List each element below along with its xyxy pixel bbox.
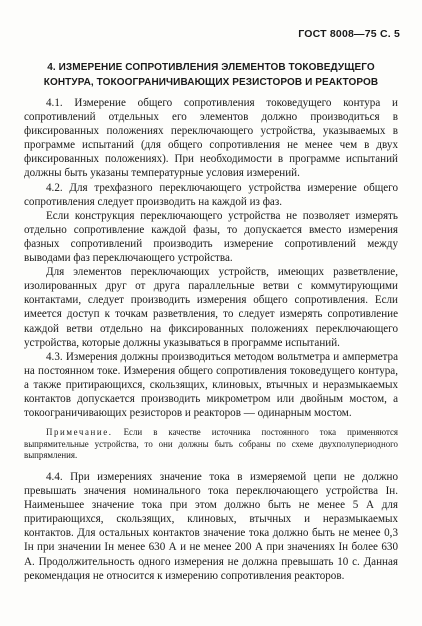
paragraph-4-4: 4.4. При измерениях значение тока в измеряемой цепи не должно превышать значения номинального тока переключающего устройства Iн. Наименьшее значение тока при этом должно быть не менее 5 А для притирающихся, скользящих, клиновых, втычных и неразмыкаемых контактов. Для остальных контактов значение тока должно быть не менее 0,3 Iн при значении Iн менее 630 А и не менее 200 А при значениях Iн более 630 А. Продолжительность одного измерения не должна превышать 10 с. Данная рекомендация не относится к измерению сопротивления реакторов.	[24, 470, 398, 582]
paragraph-4-2-branches: Для элементов переключающих устройств, имеющих разветвление, изолированных друг от друга параллельные ветви с коммутирующими контактами, следует производить измерения общего сопротивления. Если имеется доступ к точкам разветвления, то следует измерять сопротивление каждой ветви отдельно на фиксированных положениях переключающего устройства, которые должны указываться в программе испытаний.	[24, 266, 398, 349]
document-body	[24, 96, 398, 583]
paragraph-4-2-continued: Если конструкция переключающего устройства не позволяет измерять отдельно сопротивление каждой фазы, то допускается вместо измерения фазных сопротивлений производить измерение сопротивлений между выводами фаз переключающего устройства.	[24, 209, 398, 265]
page-header: ГОСТ 8008—75 С. 5	[298, 28, 400, 40]
note-label: Примечание.	[46, 427, 113, 438]
paragraph-4-2: 4.2. Для трехфазного переключающего устройства измерение общего сопротивления следует производить на каждой из фаз.	[24, 181, 398, 208]
section-title-line-2: КОНТУРА, ТОКООГРАНИЧИВАЮЩИХ РЕЗИСТОРОВ И РЕАКТОРОВ	[43, 77, 379, 88]
paragraph-4-1: 4.1. Измерение общего сопротивления токоведущего контура и сопротивлений отдельных его элементов должно производиться в фиксированных положениях переключающего устройства, указываемых в программе испытаний (для общего сопротивления не менее чем в двух фиксированных положениях). При необходимости в программе испытаний должны быть указаны температурные условия измерений.	[24, 97, 398, 180]
section-title-line-1: 4. ИЗМЕРЕНИЕ СОПРОТИВЛЕНИЯ ЭЛЕМЕНТОВ ТОКОВЕДУЩЕГО	[47, 62, 375, 73]
paragraph-4-3: 4.3. Измерения должны производиться методом вольтметра и амперметра на постоянном токе. Измерения общего сопротивления токоведущего контура, а также притирающихся, скользящих, клиновых, втычных и неразмыкаемых контактов допускается производить микрометром или двойным мостом, а токоограничивающих резисторов и реакторов — одинарным мостом.	[24, 350, 398, 420]
note	[24, 427, 398, 462]
note-text: Если в качестве источника постоянного тока применяются выпрямительные устройства, то они должны быть собраны по схеме двухполупериодного выпрямления.	[24, 427, 398, 461]
section-title	[24, 60, 398, 90]
